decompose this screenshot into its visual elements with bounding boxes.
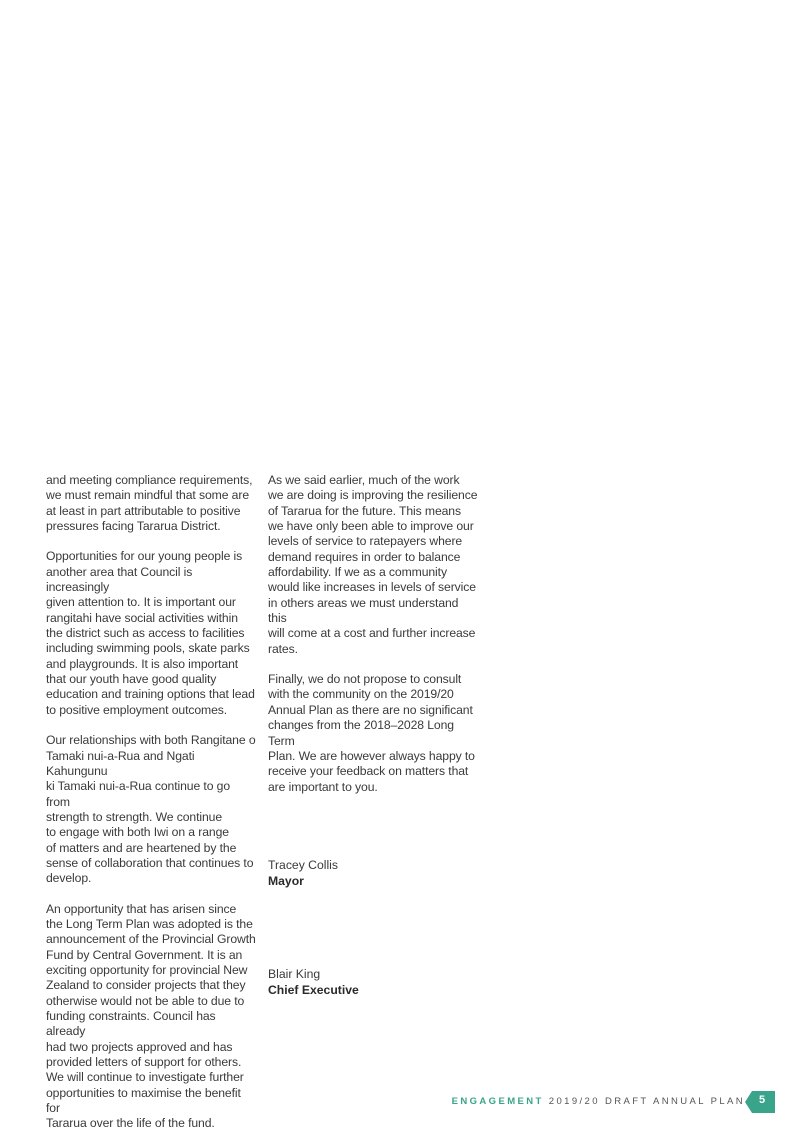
page-footer (452, 1096, 745, 1107)
signatory-name: Tracey Collis (268, 858, 338, 872)
paragraph-provincial-growth-fund: An opportunity that has arisen since the Long Term Plan was adopted is the announcement of the Provincial Growth Fund by Central Government. It is an exciting opportunity for provincial New Zealand to consider projects that they otherwise would not be able to due to funding constraints. Council has already had two projects approved and has provided letters of support for others. We will continue to investigate further opportunities to maximise the benefit for Tararua over the life of the fund. (46, 901, 256, 1131)
paragraph-compliance: and meeting compliance requirements, we must remain mindful that some are at least in part attributable to positive pressures facing Tararua District. (46, 473, 253, 534)
paragraph-young-people: Opportunities for our young people is another area that Council is increasingly given attention to. It is important our rangitahi have social activities within the district such as access to facilities including swimming pools, skate parks and playgrounds. It is also important that our youth have good quality education and training options that lead to positive employment outcomes. (46, 549, 255, 717)
page-number: 5 (758, 1094, 766, 1106)
footer-document-title: 2019/20 DRAFT ANNUAL PLAN (548, 1096, 745, 1107)
footer-section-label: ENGAGEMENT (451, 1096, 544, 1107)
paragraph-iwi-relationships: Our relationships with both Rangitane o Tamaki nui-a-Rua and Ngati Kahungunu ki Tamaki nui-a-Rua continue to go from strength to strength. We continue to engage with both Iwi on a range of matters and are heartened by the sense of collaboration that continues to develop. (46, 733, 256, 886)
paragraph-consultation: Finally, we do not propose to consult with the community on the 2019/20 Annual Plan as there are no significant changes from the 2018–2028 Long Term Plan. We are however always happy to receive your feedback on matters that are important to you. (268, 672, 475, 794)
signatory-title: Mayor (268, 874, 304, 888)
paragraph-resilience: As we said earlier, much of the work we are doing is improving the resilience of Tararua for the future. This means we have only been able to improve our levels of service to ratepayers where demand requires in order to balance affordability. If we as a community would like increases in levels of service in others areas we must understand this will come at a cost and further increase rates. (268, 473, 478, 656)
signatory-name: Blair King (268, 967, 321, 981)
signature-mayor (268, 857, 338, 889)
signatory-title: Chief Executive (268, 983, 359, 997)
left-text-column (46, 473, 256, 1147)
signature-chief-executive (268, 966, 359, 998)
right-text-column (268, 473, 478, 810)
